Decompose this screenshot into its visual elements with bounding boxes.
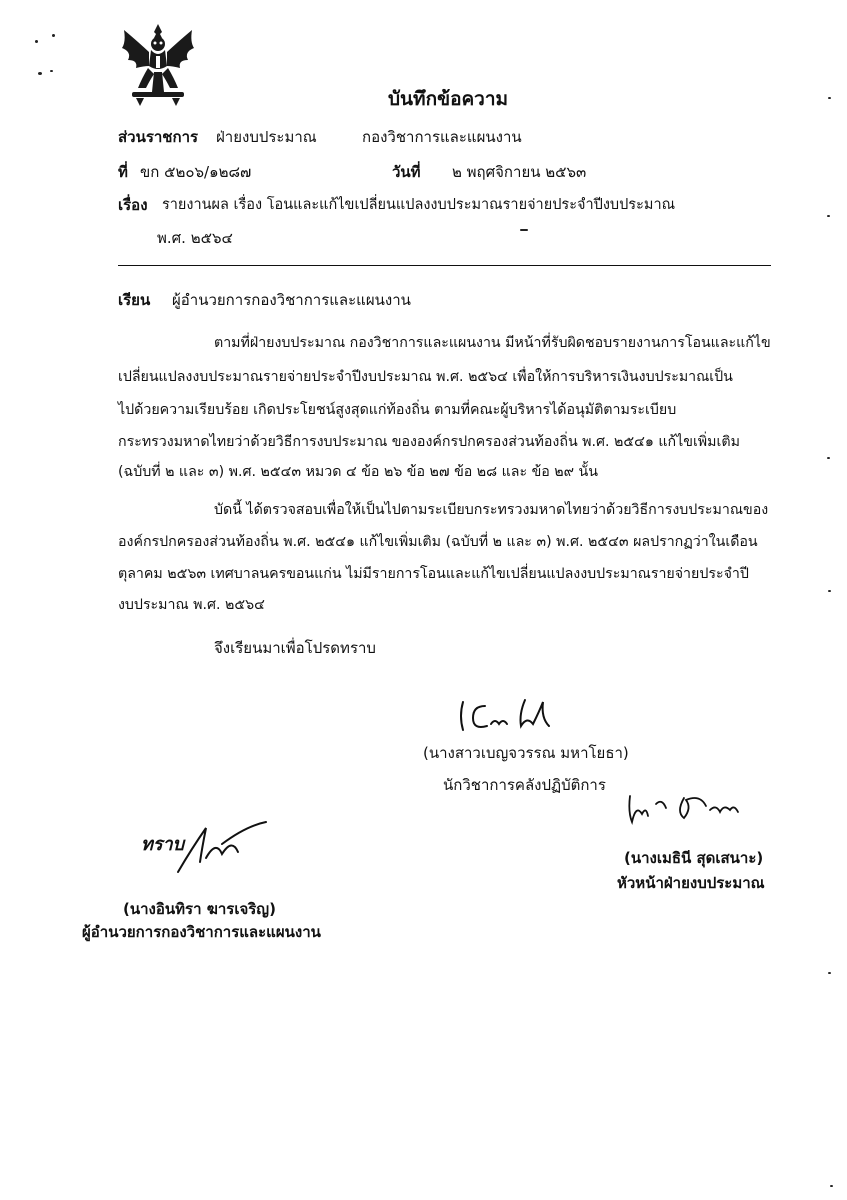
- officer-signature: [455, 694, 565, 736]
- director-name: (นางอินทิรา ฆารเจริญ): [123, 900, 276, 918]
- scan-speck: [52, 34, 55, 37]
- scan-speck: [827, 457, 830, 459]
- date-value: ๒ พฤศจิกายน ๒๕๖๓: [452, 163, 587, 181]
- subject-line-1: รายงานผล เรื่อง โอนและแก้ไขเปลี่ยนแปลงงบประมาณรายจ่ายประจำปีงบประมาณ: [162, 197, 676, 213]
- para1-line-5: (ฉบับที่ ๒ และ ๓) พ.ศ. ๒๕๔๓ หมวด ๔ ข้อ ๒๖ ข้อ ๒๗ ข้อ ๒๘ และ ข้อ ๒๙ นั้น: [118, 464, 598, 480]
- para1-line-4: กระทรวงมหาดไทยว่าด้วยวิธีการงบประมาณ ขององค์กรปกครองส่วนท้องถิ่น พ.ศ. ๒๕๔๑ แก้ไขเพิ่มเติม: [118, 434, 740, 450]
- para1-line-1: ตามที่ฝ่ายงบประมาณ กองวิชาการและแผนงาน มีหน้าที่รับผิดชอบรายงานการโอนและแก้ไข: [214, 335, 771, 351]
- head-signature: [626, 786, 756, 828]
- director-note: ทราบ: [141, 834, 185, 855]
- head-position: หัวหน้าฝ่ายงบประมาณ: [617, 874, 765, 892]
- para2-line-1: บัดนี้ ได้ตรวจสอบเพื่อให้เป็นไปตามระเบียบกระทรวงมหาดไทยว่าด้วยวิธีการงบประมาณของ: [214, 502, 769, 518]
- scan-speck: [828, 97, 831, 99]
- agency-label: ส่วนราชการ: [118, 128, 199, 146]
- officer-position: นักวิชาการคลังปฏิบัติการ: [443, 776, 606, 794]
- garuda-emblem: [118, 22, 198, 108]
- scan-speck: [830, 1185, 833, 1187]
- memo-title: บันทึกข้อความ: [388, 88, 509, 110]
- ref-number: ขก ๕๒๐๖/๑๒๘๗: [140, 163, 252, 181]
- closing-line: จึงเรียนมาเพื่อโปรดทราบ: [214, 639, 376, 657]
- scan-speck: [50, 70, 53, 72]
- director-position: ผู้อำนวยการกองวิชาการและแผนงาน: [82, 923, 321, 941]
- para2-line-4: งบประมาณ พ.ศ. ๒๕๖๔: [118, 597, 265, 613]
- subject-label: เรื่อง: [118, 196, 148, 214]
- para2-line-3: ตุลาคม ๒๕๖๓ เทศบาลนครขอนแก่น ไม่มีรายการโอนและแก้ไขเปลี่ยนแปลงงบประมาณรายจ่ายประจำปี: [118, 566, 749, 582]
- subject-line-2: พ.ศ. ๒๕๖๔: [157, 229, 233, 247]
- to-label: เรียน: [118, 291, 151, 309]
- scan-speck: [38, 72, 42, 75]
- ref-label: ที่: [118, 163, 128, 181]
- scan-speck: [35, 40, 38, 43]
- para1-line-2: เปลี่ยนแปลงงบประมาณรายจ่ายประจำปีงบประมาณ พ.ศ. ๒๕๖๔ เพื่อให้การบริหารเงินงบประมาณเป็น: [118, 369, 733, 385]
- para2-line-2: องค์กรปกครองส่วนท้องถิ่น พ.ศ. ๒๕๔๑ แก้ไขเพิ่มเติม (ฉบับที่ ๒ และ ๓) พ.ศ. ๒๕๔๓ ผลปรากฏว่าในเดือน: [118, 534, 758, 550]
- date-label: วันที่: [392, 163, 421, 181]
- to-recipient: ผู้อำนวยการกองวิชาการและแผนงาน: [172, 291, 411, 309]
- scan-speck: [520, 229, 528, 231]
- scan-speck: [828, 590, 831, 592]
- scan-speck: [827, 215, 830, 217]
- officer-name: (นางสาวเบญจวรรณ มหาโยธา): [423, 744, 629, 762]
- head-name: (นางเมธินี สุดเสนาะ): [624, 849, 764, 867]
- para1-line-3: ไปด้วยความเรียบร้อย เกิดประโยชน์สูงสุดแก่ท้องถิ่น ตามที่คณะผู้บริหารได้อนุมัติตามระเบียบ: [118, 402, 677, 418]
- director-signature: [172, 818, 272, 876]
- agency-unit: ฝ่ายงบประมาณ: [216, 128, 317, 146]
- scan-speck: [828, 972, 831, 974]
- agency-division: กองวิชาการและแผนงาน: [362, 128, 522, 146]
- header-divider: [118, 265, 771, 266]
